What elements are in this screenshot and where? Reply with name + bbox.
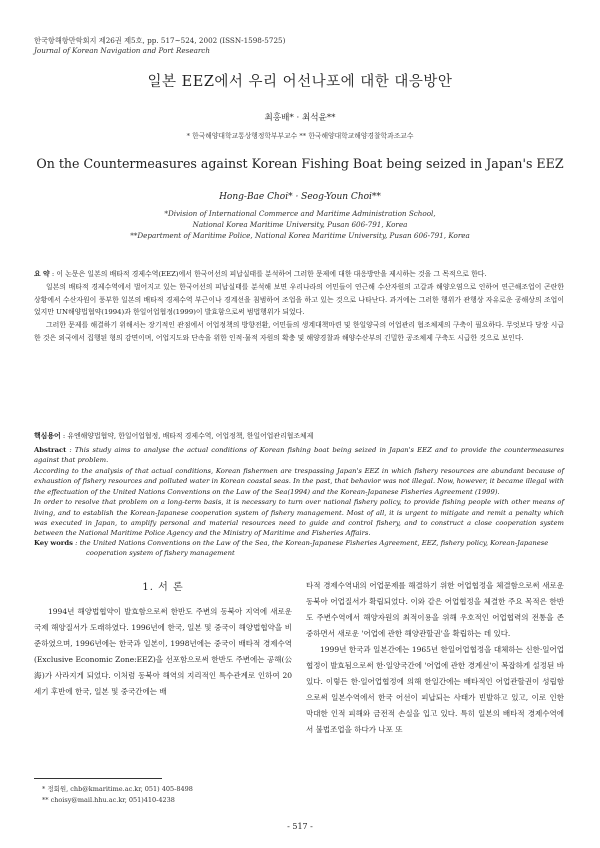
journal-citation: 한국항해항만학회지 제26권 제5호, pp. 517~524, 2002 (ISSN-1598-5725) [34,36,286,45]
body-paragraph: 1994년 해양법협약이 발효함으로써 한반도 주변의 동북아 지역에 새로운 국제 해양질서가 도래하였다. 1996년에 한국, 일본 및 중국이 해양법협약을 비준하였으며, 1996년에는 한국과 일본이, 1998년에는 중국이 배타적 경제수역(Exclusive Economic Zone:EEZ)을 선포함으로써 한반도 주변에는 공해(公海)가 사라지게 되었다. 이처럼 동북아 해역의 지리적인 특수관계로 인하여 20세기 후반에 한국, 일본 및 중국간에는 배 [34,607,292,696]
keywords-korean-label: 핵심용어 [34,432,61,440]
keywords-english-label: Key words [34,539,73,547]
abstract-korean-label: 요 약 [34,270,50,278]
keywords-korean: 핵심용어 : 유엔해양법협약, 한일어업협정, 배타적 경제수역, 어업정책, 한일어업관리협조체제 [34,432,314,440]
abstract-korean-paragraph: 일본의 배타적 경제수역에서 벌어지고 있는 한국어선의 피납실태를 분석해 보면 우리나라의 어민들이 연근해 수산자원의 고갈과 해양오염으로 인하여 연근해조업이 곤란한 상황에서 수산자원이 풍부한 일본의 배타적 경제수역 부근이나 경계선을 침범하여 조업을 하고 있는 것으로 나타난다. 과거에는 그러한 행위가 관행상 자유로운 공해상의 조업이었지만 UN해양법협약(1994)과 한일어업협정(1999)이 발효함으로써 범법행위가 되었다. [34,282,564,317]
body-paragraph: 타적 경제수역내의 어업문제를 해결하기 위한 어업협정을 체결함으로써 새로운 동북아 어업질서가 확립되었다. 이와 같은 어업협정을 체결한 주요 목적은 한반도 주변수역에서 해양자원의 최적이용을 위해 우호적인 어업협력의 전통을 존중하면서 새로운 '어업에 관한 해양관할권'을 확립하는 데 있다. [306,581,564,638]
paper-title-english: On the Countermeasures against Korean Fishing Boat being seized in Japan's EEZ [36,156,564,171]
affiliation-line: *Division of International Commerce and Maritime Administration School, [164,209,436,218]
section-heading: 1. 서 론 [142,582,184,593]
keywords-english: Key words : the United Nations Conventions on the Law of the Sea, the Korean-Japanese Fisheries Agreement, EEZ, fishery policy, Korean-Japanese cooperation system of fishery management [34,539,549,558]
paper-title-korean: 일본 EEZ에서 우리 어선나포에 대한 대응방안 [147,74,453,90]
abstract-english-paragraph: According to the analysis of that actual conditions, Korean fishermen are trespassing Japan's EEZ in which fishery resources are abundant because of exhaustion of fishery resources and polluted water in Korean coastal seas. In the past, that behavior was not illegal. Now, however, it became illegal with the effectuation of the United Nations Conventions on the Law of the Sea(1994) and the Korean-Japanese Fisheries Agreement (1999). [34,467,564,496]
journal-header [34,36,285,56]
abstract-english-paragraph: In order to resolve that problem on a long-term basis, it is necessary to turn over national fishery policy, to provide fishing people with other means of living, and to establish the Korean-Japanese cooperation system of fishery management. Most of all, it is urgent to mitigate and remit a penalty which was executed in Japan, to amplify personal and material resources need to guide and control fishery, and to construct a close cooperation system between the National Maritime Police Agency and the Ministry of Maritime and Fisheries Affairs. [34,498,564,538]
affiliations-korean: * 한국해양대학교통상행정학부부교수 ** 한국해양대학교해양경찰학과조교수 [186,132,414,140]
footnote: ** choisy@mail.hhu.ac.kr, 051)410-4238 [42,796,175,804]
footnote: * 정회원, chb@kmaritime.ac.kr, 051) 405-8498 [42,785,193,793]
abstract-korean [34,268,564,345]
authors-english: Hong-Bae Choi* · Seog-Youn Choi** [219,192,381,202]
affiliation-line: **Department of Maritime Police, National Korea Maritime University, Pusan 606-791, Korea [130,231,470,240]
footnotes [34,784,193,806]
abstract-english [34,445,564,539]
abstract-english-label: Abstract [34,446,67,454]
journal-name: Journal of Korean Navigation and Port Research [34,46,210,55]
page-number: - 517 - [287,822,313,831]
body-paragraph: 1999년 한국과 일본간에는 1965년 한일어업협정을 대체하는 신한·일어업협정이 발효됨으로써 한·일양국간에 '어업에 관한 경계선'이 복잡하게 설정된 바 있다. 이렇든 한·일어업협정에 의해 한일간에는 배타적인 어업관할권이 성립함으로써 일본수역에서 한국 어선이 피납되는 사태가 빈발하고 있고, 이로 인한 막대한 인적 피해와 금전적 손실을 입고 있다. 특히 일본의 배타적 경제수역에서 불법조업을 하다가 나포 또 [306,645,564,734]
footnote-divider [34,778,162,779]
abstract-korean-paragraph: 그러한 문제를 해결하기 위해서는 장기적인 관점에서 어업정책의 방향전환, 어민들의 생계대책마련 및 한일양국의 어업관리 협조체제의 구축이 필요하다. 무엇보다 당장 시급한 것은 외국에서 집행된 형의 감면이며, 어업지도와 단속을 위한 인적·물적 자원의 확충 및 해양경찰과 해양수산부의 긴밀한 공조체제 구축도 시급한 것으로 보인다. [34,321,564,342]
authors-korean: 최홍배* · 최석윤** [264,113,336,123]
affiliation-line: National Korea Maritime University, Pusan 606-791, Korea [192,220,408,229]
body-column-right [306,578,564,738]
abstract-korean-paragraph: 요 약 : 이 논문은 일본의 배타적 경제수역(EEZ)에서 한국어선의 피납실태를 분석하여 그러한 문제에 대한 대응방안을 제시하는 것을 그 목적으로 한다. [34,270,487,278]
affiliations-english [0,208,600,241]
abstract-english-paragraph: Abstract : This study aims to analyse the actual conditions of Korean fishing boat being seized in Japan's EEZ and to provide the countermeasures against that problem. [34,446,564,465]
body-column-left [34,578,292,700]
